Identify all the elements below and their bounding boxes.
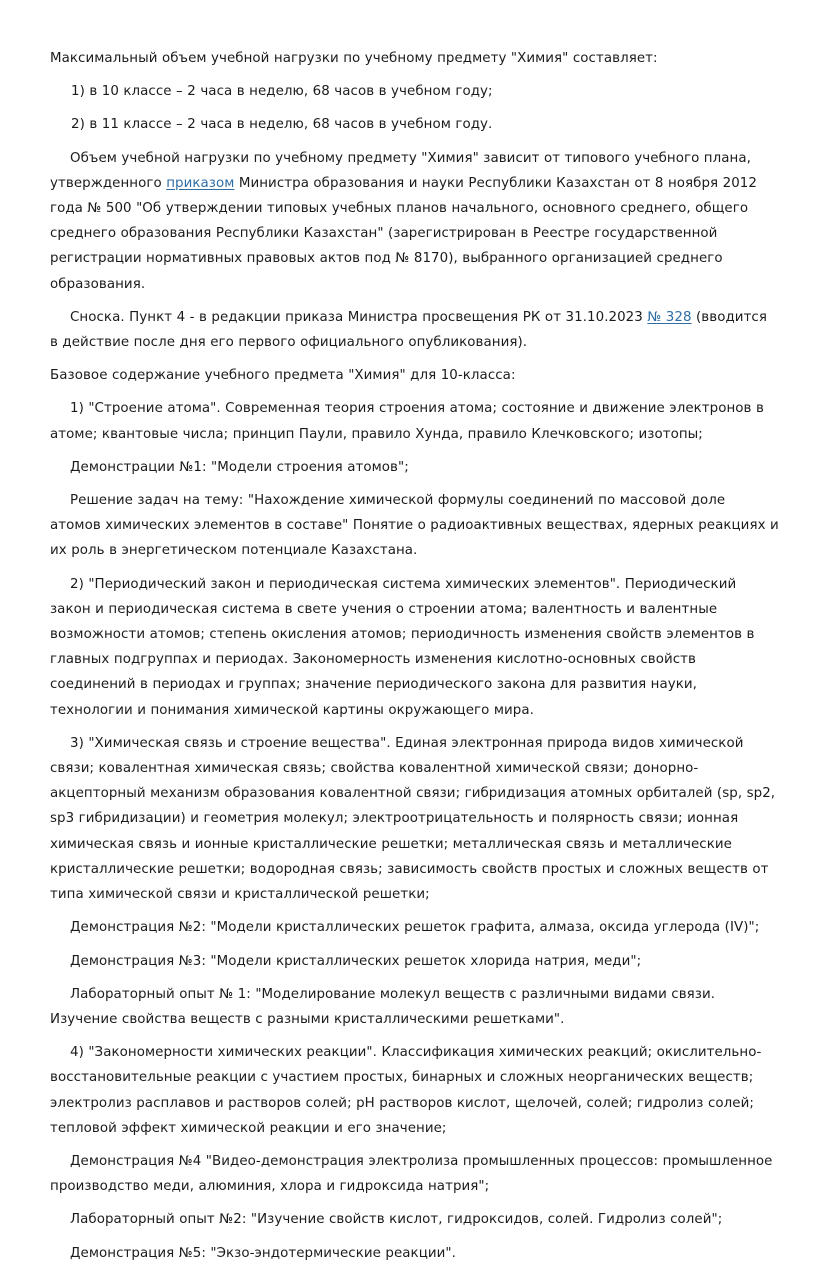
paragraph-p-max-load: Максимальный объем учебной нагрузки по учебному предмету "Химия" составляет: [50, 51, 658, 66]
paragraph-text-run: (вводится в действие после дня его первого официального опубликования). [50, 309, 767, 351]
paragraph-p-lab-1: Лабораторный опыт № 1: "Моделирование молекул веществ с различными видами связи. Изучение свойства веществ с разными кристаллическими решетками". [50, 986, 716, 1027]
paragraph-p-topic-2: 2) "Периодический закон и периодическая система химических элементов". Периодический закон и периодическая система в свете учения о строении атома; валентность и валентные возможности атомов; степень окисления атомов; периодичность изменения свойств элементов в главных подгруппах и периодах. Закономерность изменения кислотно-основных свойств соединений в периодах и группах; значение периодического закона для развития науки, технологии и понимания химической картины окружающего мира. [50, 576, 755, 718]
nomer-328-link[interactable]: № 328 [647, 309, 692, 325]
paragraph-p-demo-2: Демонстрация №2: "Модели кристаллических решеток графита, алмаза, оксида углерода (IV)"; [70, 920, 760, 936]
paragraph-p-lab-2: Лабораторный опыт №2: "Изучение свойств кислот, гидроксидов, солей. Гидролиз солей"; [70, 1212, 723, 1228]
paragraph-p-demo-5: Демонстрация №5: "Экзо-эндотермические реакции". [70, 1245, 456, 1261]
paragraph-p-topic-3: 3) "Химическая связь и строение вещества". Единая электронная природа видов химической связи; ковалентная химическая связь; свойства ковалентной химической связи; донорно-акцепторный механизм образования ковалентной связи; гибридизация атомных орбиталей (sp, sp2, sp3 гибридизации) и геометрия молекул; электроотрицательность и полярность связи; ионная химическая связь и ионные кристаллические решетки; металлическая связь и металлические кристаллические решетки; водородная связь; зависимость свойств простых и сложных веществ от типа химической связи и кристаллической решетки; [50, 735, 776, 903]
paragraph-p-volume-plan [50, 146, 779, 297]
paragraph-p-topic-1: 1) "Строение атома". Современная теория строения атома; состояние и движение электронов в атоме; квантовые числа; принцип Паули, правило Хунда, правило Клечковского; изотопы; [50, 401, 764, 442]
paragraph-p-base-content: Базовое содержание учебного предмета "Химия" для 10-класса: [50, 368, 516, 384]
paragraph-p-demo-1: Демонстрации №1: "Модели строения атомов"; [70, 459, 409, 475]
paragraph-p-demo-4: Демонстрация №4 "Видео-демонстрация электролиза промышленных процессов: промышленное производство меди, алюминия, хлора и гидроксида натрия"; [50, 1153, 773, 1195]
paragraph-p-footnote [50, 305, 779, 355]
paragraph-text-run: Министра образования и науки Республики Казахстан от 8 ноября 2012 года № 500 "Об утверждении типовых учебных планов начального, основного среднего, общего среднего образования Республики Казахстан" (зарегистрирован в Реестре государственной регистрации нормативных правовых актов под № 8170), выбранного организацией среднего образования. [50, 175, 757, 292]
paragraph-p-item-1: 1) в 10 классе – 2 часа в неделю, 68 часов в учебном году; [71, 84, 493, 100]
prikazom-link[interactable]: приказом [166, 175, 235, 191]
paragraph-p-topic-4: 4) "Закономерности химических реакции". Классификация химических реакций; окислительно-восстановительные реакции с участием простых, бинарных и сложных неорганических веществ; электролиз расплавов и растворов солей; pH растворов кислот, щелочей, солей; гидролиз солей; тепловой эффект химической реакции и его значение; [50, 1045, 762, 1136]
paragraph-text-run: Объем учебной нагрузки по учебному предмету "Химия" зависит от типового учебного плана, утвержденного [50, 150, 751, 191]
paragraph-p-item-2: 2) в 11 классе – 2 часа в неделю, 68 часов в учебном году. [71, 117, 493, 133]
paragraph-p-demo-3: Демонстрация №3: "Модели кристаллических решеток хлорида натрия, меди"; [70, 953, 642, 969]
document-text-body [50, 46, 779, 1266]
paragraph-p-tasks-1: Решение задач на тему: "Нахождение химической формулы соединений по массовой доле атомов химических элементов в составе" Понятие о радиоактивных веществах, ядерных реакциях и их роль в энергетическом потенциале Казахстана. [50, 493, 779, 559]
paragraph-text-run: Сноска. Пункт 4 - в редакции приказа Министра просвещения РК от 31.10.2023 [70, 309, 648, 325]
